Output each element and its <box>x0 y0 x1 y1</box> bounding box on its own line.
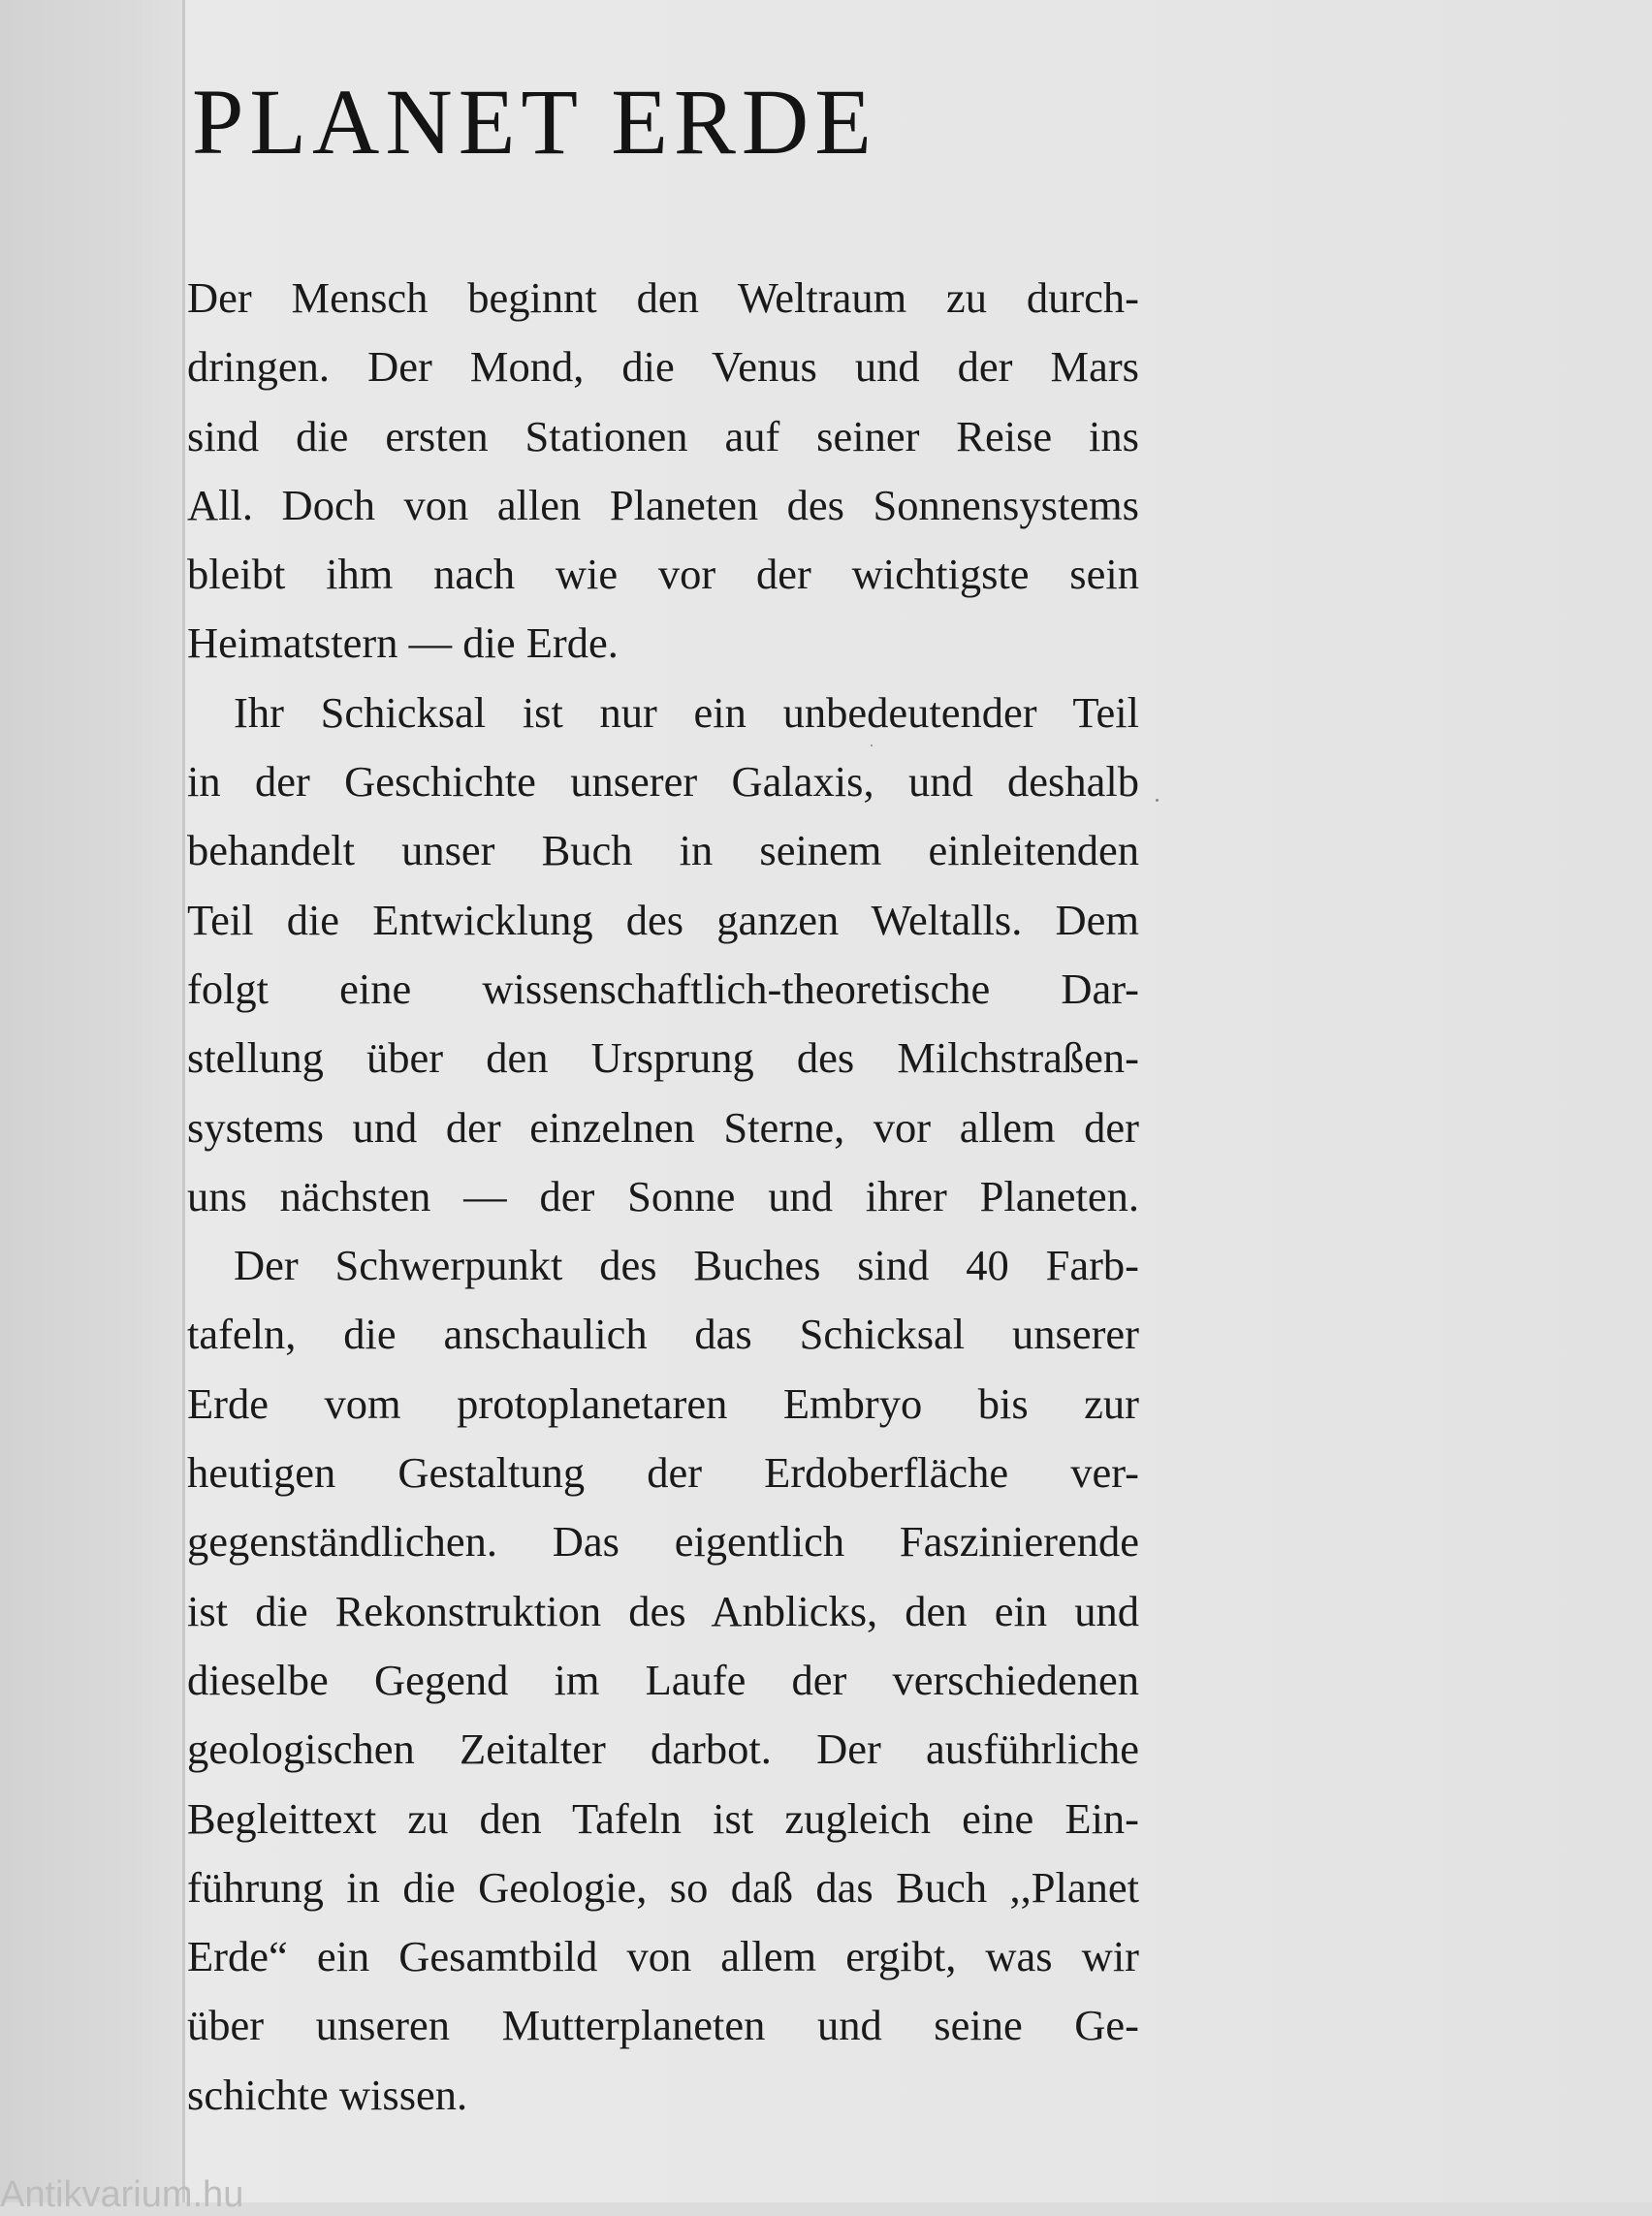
text-line: in der Geschichte unserer Galaxis, und deshalb <box>187 757 1139 807</box>
text-line: Erde“ ein Gesamtbild von allem ergibt, was wir <box>187 1932 1139 1981</box>
page-title: PLANET ERDE <box>192 70 877 174</box>
text-line: stellung über den Ursprung des Milchstraßen- <box>187 1033 1139 1083</box>
text-line: Der Schwerpunkt des Buches sind 40 Farb- <box>234 1241 1139 1290</box>
text-line: gegenständlichen. Das eigentlich Faszinierende <box>187 1517 1139 1567</box>
text-line: ist die Rekonstruktion des Anblicks, den ein und <box>187 1586 1139 1635</box>
paragraph-3 <box>187 1231 1139 2130</box>
text-line: Teil die Entwicklung des ganzen Weltalls. Dem <box>187 895 1139 944</box>
text-line: Begleittext zu den Tafeln ist zugleich eine Ein- <box>187 1793 1139 1843</box>
text-line: Erde vom protoplanetaren Embryo bis zur <box>187 1378 1139 1428</box>
paragraph-1 <box>187 264 1139 679</box>
paragraph-2 <box>187 679 1139 1231</box>
paper-speck <box>871 744 873 746</box>
text-line: Heimatstern — die Erde. <box>187 618 619 668</box>
text-line: tafeln, die anschaulich das Schicksal unserer <box>187 1310 1139 1359</box>
watermark: Antikvarium.hu <box>0 2174 244 2215</box>
text-line: sind die ersten Stationen auf seiner Reise ins <box>187 411 1139 460</box>
text-line: geologischen Zeitalter darbot. Der ausführliche <box>187 1725 1139 1774</box>
text-line: dringen. Der Mond, die Venus und der Mars <box>187 342 1139 392</box>
text-line: schichte wissen. <box>187 2070 468 2119</box>
text-line: dieselbe Gegend im Laufe der verschiedenen <box>187 1655 1139 1704</box>
paper-speck <box>1156 799 1159 802</box>
text-line: folgt eine wissenschaftlich-theoretische Dar- <box>187 964 1139 1013</box>
text-line: Der Mensch beginnt den Weltraum zu durch- <box>187 273 1139 322</box>
text-line: bleibt ihm nach wie vor der wichtigste sein <box>187 550 1139 599</box>
text-line: führung in die Geologie, so daß das Buch ,,Planet <box>187 1862 1139 1912</box>
body-text <box>187 264 1139 2130</box>
text-line: uns nächsten — der Sonne und ihrer Planeten. <box>187 1171 1139 1220</box>
text-line: systems und der einzelnen Sterne, vor allem der <box>187 1102 1139 1152</box>
text-line: behandelt unser Buch in seinem einleitenden <box>187 826 1139 875</box>
page-edge <box>182 0 185 2202</box>
text-line: heutigen Gestaltung der Erdoberfläche ver- <box>187 1448 1139 1498</box>
text-line: über unseren Mutterplaneten und seine Ge- <box>187 2001 1139 2050</box>
text-line: All. Doch von allen Planeten des Sonnensystems <box>187 480 1139 529</box>
text-line: Ihr Schicksal ist nur ein unbedeutender Teil <box>234 687 1139 737</box>
page-gutter <box>0 0 184 2202</box>
